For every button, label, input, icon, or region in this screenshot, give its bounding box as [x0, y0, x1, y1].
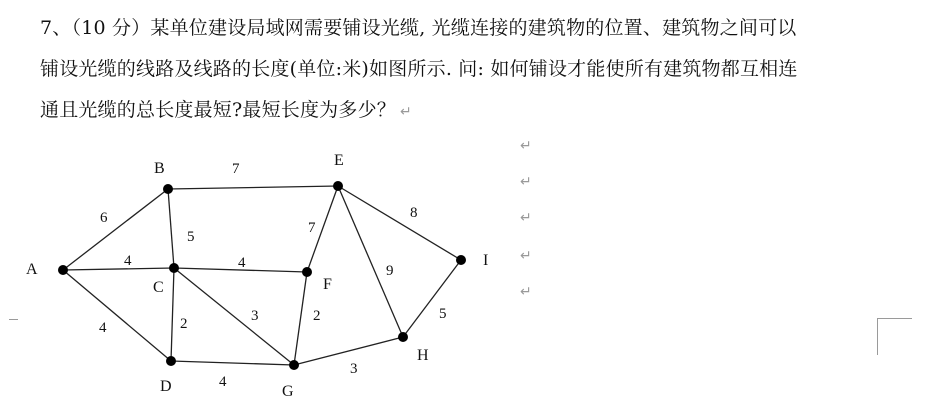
vertex-i	[456, 255, 466, 265]
edge-e-i	[338, 186, 461, 260]
vertex-b	[163, 184, 173, 194]
paragraph-mark-icon: ↵	[520, 284, 532, 300]
edge-g-h	[294, 337, 403, 365]
weight-d-g: 4	[219, 374, 227, 390]
weight-a-c: 4	[124, 253, 132, 269]
edge-d-g	[171, 361, 294, 365]
vertex-label-g: G	[282, 383, 294, 400]
left-margin-mark	[9, 319, 18, 320]
weight-e-i: 8	[410, 205, 418, 221]
paragraph-mark-icon: ↵	[400, 104, 412, 120]
paragraph-mark-icon: ↵	[520, 174, 532, 190]
problem-line-3	[40, 90, 910, 133]
page-corner-mark	[877, 318, 912, 355]
weight-b-e: 7	[232, 161, 240, 177]
vertex-label-e: E	[334, 152, 344, 169]
vertex-h	[398, 332, 408, 342]
problem-line-3-text: 通且光缆的总长度最短?最短长度为多少？	[40, 99, 396, 121]
vertex-e	[333, 181, 343, 191]
paragraph-mark-icon: ↵	[520, 138, 532, 154]
problem-line-2: 铺设光缆的线路及线路的长度(单位:米)如图所示. 问: 如何铺设才能使所有建筑物都互相连	[40, 58, 798, 80]
network-graph	[0, 140, 925, 410]
paragraph-mark-icon: ↵	[520, 210, 532, 226]
edge-b-c	[168, 189, 174, 268]
edge-c-g	[174, 268, 294, 365]
edge-c-d	[171, 268, 174, 361]
vertex-label-b: B	[154, 160, 165, 177]
edge-b-e	[168, 186, 338, 189]
weight-g-h: 3	[350, 361, 358, 377]
edge-h-i	[403, 260, 461, 337]
weight-f-g: 2	[313, 308, 321, 324]
vertex-c	[169, 263, 179, 273]
vertex-g	[289, 360, 299, 370]
problem-line-1: 7、（10 分）某单位建设局域网需要铺设光缆, 光缆连接的建筑物的位置、建筑物之间可以	[40, 17, 797, 39]
weight-b-c: 5	[187, 229, 195, 245]
weight-c-f: 4	[238, 255, 246, 271]
problem-statement	[40, 8, 910, 133]
weight-e-f: 7	[308, 220, 316, 236]
edge-a-c	[63, 268, 174, 270]
weight-c-g: 3	[251, 308, 259, 324]
vertex-f	[302, 267, 312, 277]
vertex-label-h: H	[417, 347, 429, 364]
vertex-label-i: I	[483, 252, 489, 269]
vertex-d	[166, 356, 176, 366]
edge-e-h	[338, 186, 403, 337]
edge-a-b	[63, 189, 168, 270]
weight-a-d: 4	[99, 320, 107, 336]
vertex-a	[58, 265, 68, 275]
vertex-label-c: C	[153, 279, 164, 296]
weight-e-h: 9	[386, 263, 394, 279]
vertex-label-f: F	[323, 276, 332, 293]
edge-f-g	[294, 272, 307, 365]
vertex-label-d: D	[160, 378, 172, 395]
vertex-label-a: A	[26, 261, 38, 278]
paragraph-marks-column	[520, 138, 544, 308]
weight-h-i: 5	[439, 306, 447, 322]
weight-a-b: 6	[100, 210, 108, 226]
paragraph-mark-icon: ↵	[520, 248, 532, 264]
weight-c-d: 2	[180, 316, 188, 332]
